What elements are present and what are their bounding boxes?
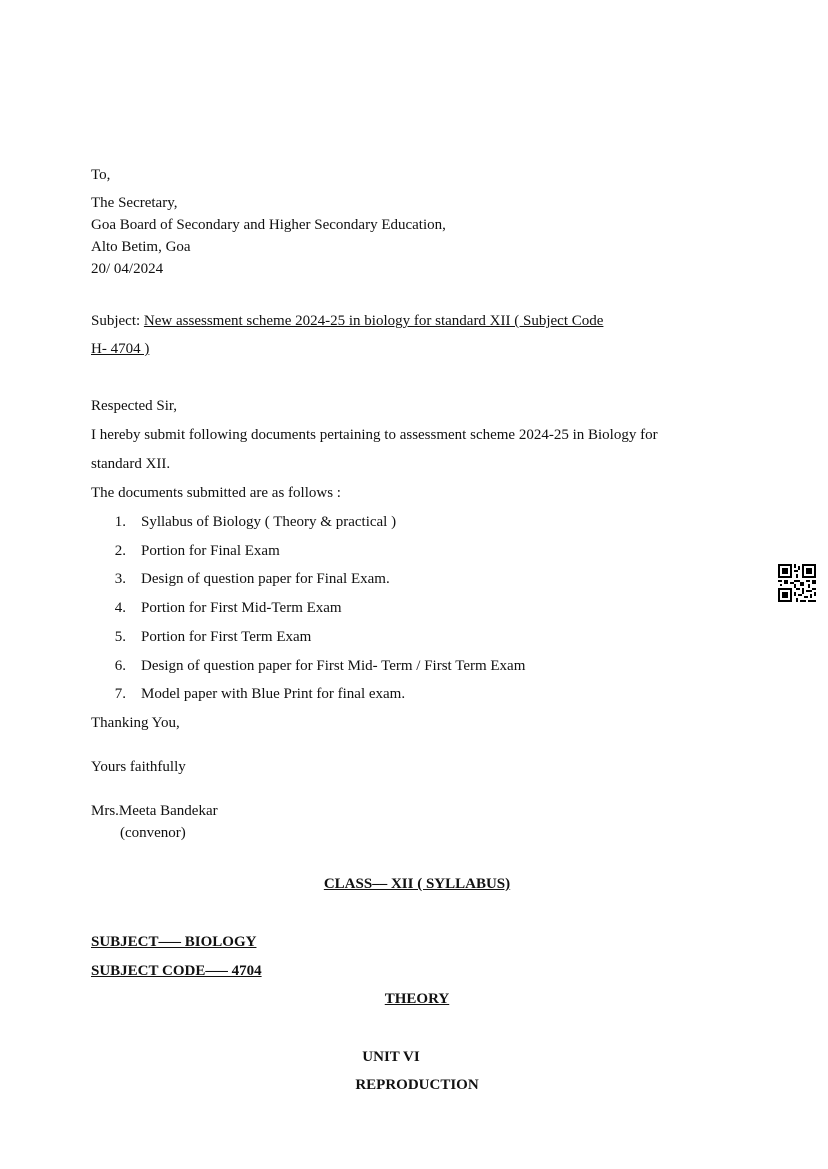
greeting: Respected Sir, — [91, 398, 178, 414]
salutation-to: To, — [91, 167, 111, 183]
subject-heading: SUBJECT––– BIOLOGY — [91, 934, 257, 950]
subject-line — [91, 312, 603, 330]
address-line: Alto Betim, Goa — [91, 239, 191, 255]
subject-label: Subject: — [91, 313, 141, 329]
unit-heading: UNIT VI — [362, 1049, 420, 1065]
address-line: Goa Board of Secondary and Higher Secondary Education, — [91, 217, 446, 233]
thanks: Thanking You, — [91, 715, 180, 731]
theory-heading: THEORY — [384, 991, 450, 1007]
signatory-role: (convenor) — [120, 825, 186, 841]
body-text: I hereby submit following documents pertaining to assessment scheme 2024-25 in Biology for — [91, 427, 658, 443]
signatory-name: Mrs.Meeta Bandekar — [91, 803, 218, 819]
unit-title: REPRODUCTION — [355, 1077, 479, 1093]
subject-text: New assessment scheme 2024-25 in biology for standard XII ( Subject Code — [143, 313, 604, 329]
qr-code-icon — [778, 564, 816, 602]
closing: Yours faithfully — [91, 759, 186, 775]
body-text: standard XII. — [91, 456, 171, 472]
subject-code-heading: SUBJECT CODE––– 4704 — [91, 963, 262, 979]
letter-date: 20/ 04/2024 — [91, 261, 164, 277]
class-heading: CLASS–– XII ( SYLLABUS) — [323, 876, 511, 892]
documents-intro: The documents submitted are as follows : — [91, 485, 341, 501]
address-line: The Secretary, — [91, 195, 178, 211]
subject-text-continued: H- 4704 ) — [91, 341, 150, 357]
